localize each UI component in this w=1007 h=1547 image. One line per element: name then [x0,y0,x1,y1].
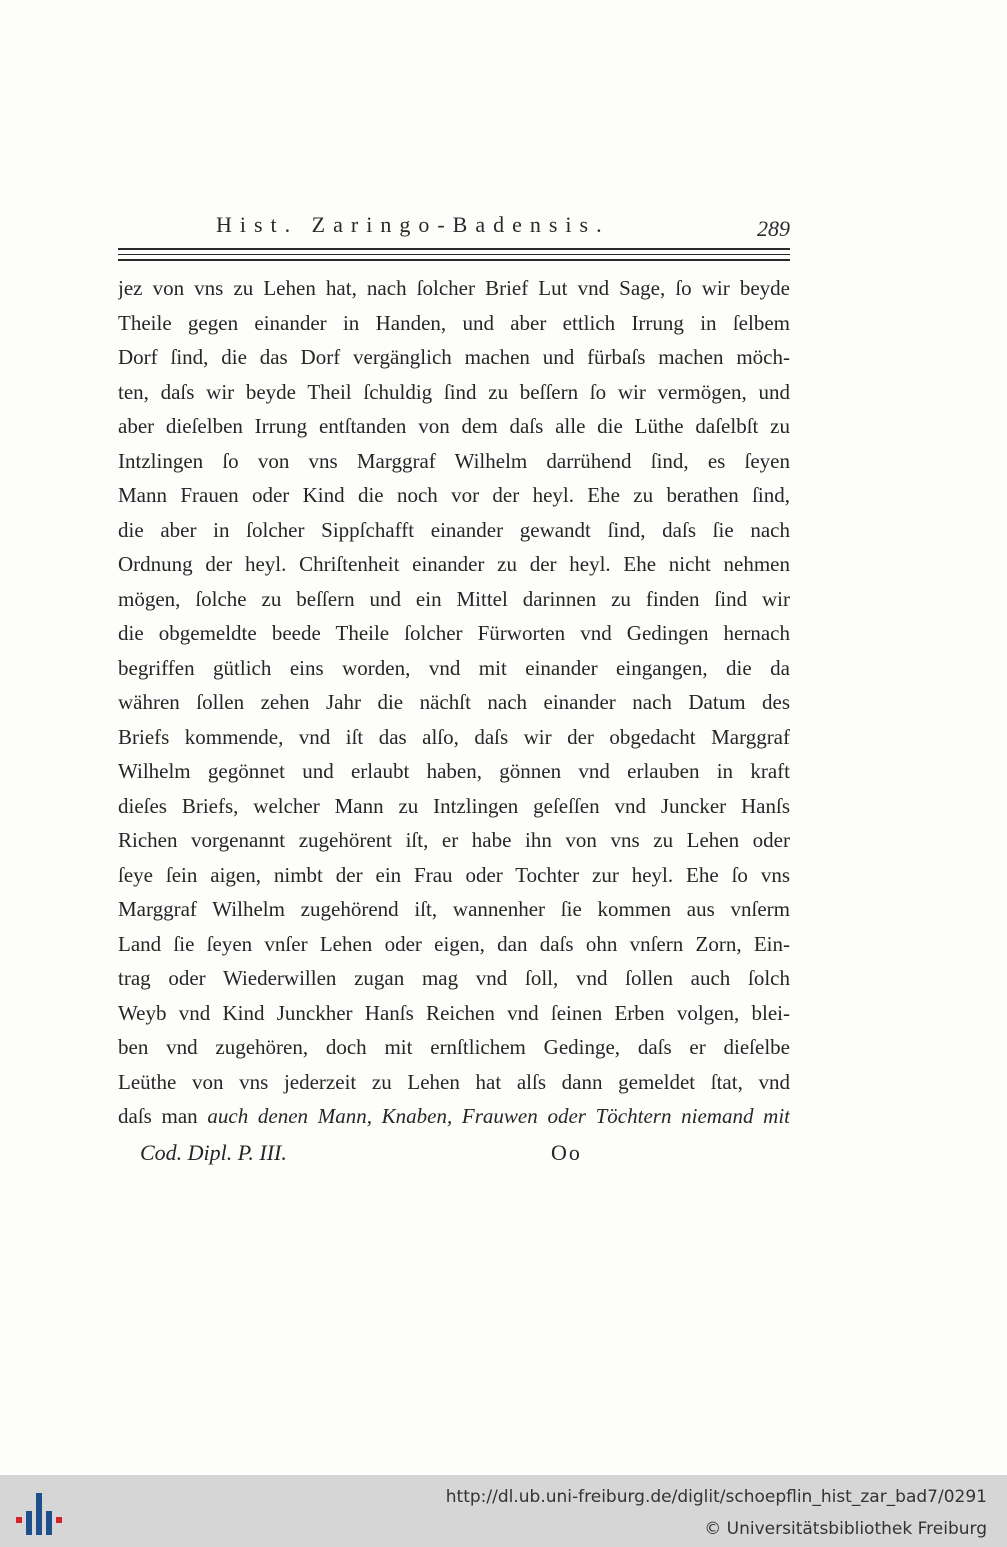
text-line: Theile gegen einander in Handen, und aber ettlich Irrung in ſelbem [118,310,790,335]
text-line: die aber in ſolcher Sippſchafft einander gewandt ſind, daſs ſie nach [118,517,790,542]
body-text [118,271,790,1134]
text-line-roman: daſs man [118,1104,208,1128]
text-line: dieſes Briefs, welcher Mann zu Intzlingen geſeſſen vnd Juncker Hanſs [118,793,790,818]
text-line: die obgemeldte beede Theile ſolcher Fürworten vnd Gedingen hernach [118,621,790,645]
text-line: ſeye ſein aigen, nimbt der ein Frau oder Tochter zur heyl. Ehe ſo vns [118,862,790,887]
header-rule [118,259,790,261]
copyright-notice: © Universitätsbibliothek Freiburg [704,1519,987,1539]
text-line: Mann Frauen oder Kind die noch vor der heyl. Ehe zu berathen ſind, [118,483,790,507]
header-rule [118,248,790,250]
text-line [118,1099,790,1134]
text-line: begriffen gütlich eins worden, vnd mit einander eingangen, die da [118,655,790,680]
text-line: mögen, ſolche zu beſſern und ein Mittel darinnen zu finden ſind wir [118,586,790,611]
text-line: Land ſie ſeyen vnſer Lehen oder eigen, dan daſs ohn vnſern Zorn, Ein- [118,931,790,956]
text-line: Marggraf Wilhelm zugehörend iſt, wannenher ſie kommen aus vnſerm [118,897,790,921]
text-line-italic: auch denen Mann, Knaben, Frauwen oder Töchtern niemand mit [207,1104,790,1128]
text-line: Richen vorgenannt zugehörent iſt, er habe ihn von vns zu Lehen oder [118,828,790,852]
ub-freiburg-logo-icon[interactable] [14,1487,66,1539]
text-line: Leüthe von vns jederzeit zu Lehen hat alſs dann gemeldet ſtat, vnd [118,1069,790,1094]
text-line: Dorf ſind, die das Dorf vergänglich machen und fürbaſs machen möch- [118,345,790,369]
permalink-url[interactable]: http://dl.ub.uni-freiburg.de/diglit/schoepflin_hist_zar_bad7/0291 [445,1487,987,1507]
footer-signature: Cod. Dipl. P. III. [140,1140,287,1165]
text-line: ten, daſs wir beyde Theil ſchuldig ſind zu beſſern ſo wir vermögen, und [118,379,790,404]
text-line: währen ſollen zehen Jahr die nächſt nach einander nach Datum des [118,690,790,714]
text-line: Briefs kommende, vnd iſt das alſo, daſs wir der obgedacht Marggraf [118,724,790,749]
header-rule [118,254,790,255]
text-line: Ordnung der heyl. Chriſtenheit einander zu der heyl. Ehe nicht nehmen [118,552,790,576]
text-line: ben vnd zugehören, doch mit ernſtlichem Gedinge, daſs er dieſelbe [118,1035,790,1059]
footer-sheet-mark: Oo [551,1140,582,1165]
viewer-footer-bar [0,1475,1007,1547]
text-line: Wilhelm gegönnet und erlaubt haben, gönnen vnd erlauben in kraft [118,759,790,783]
running-head-title: Hist. Zaringo-Badensis. [216,212,610,237]
text-line: Weyb vnd Kind Junckher Hanſs Reichen vnd ſeinen Erben volgen, blei- [118,1000,790,1025]
running-head [118,212,790,242]
text-line: jez von vns zu Lehen hat, nach ſolcher Brief Lut vnd Sage, ſo wir beyde [118,276,790,300]
text-line: aber dieſelben Irrung entſtanden von dem daſs alle die Lüthe daſelbſt zu [118,414,790,438]
page-number: 289 [757,216,790,241]
text-line: Intzlingen ſo von vns Marggraf Wilhelm darrühend ſind, es ſeyen [118,448,790,473]
text-line: trag oder Wiederwillen zugan mag vnd ſoll, vnd ſollen auch ſolch [118,966,790,990]
